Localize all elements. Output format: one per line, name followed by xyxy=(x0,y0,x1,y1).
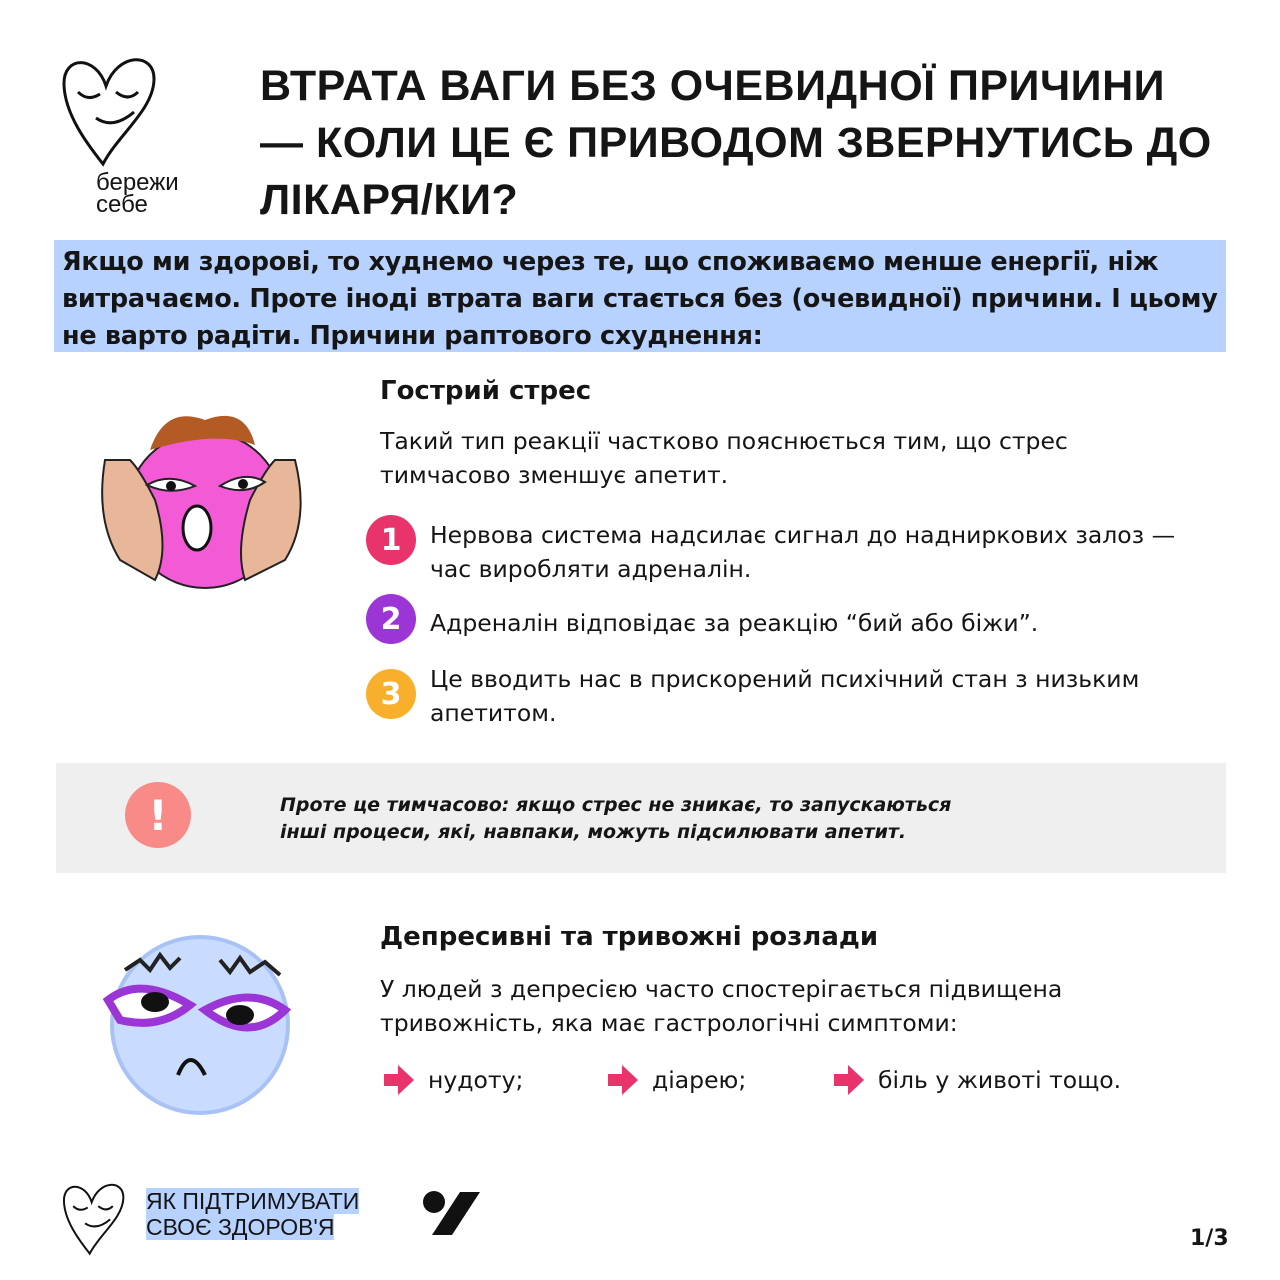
section1-text: Такий тип реакції частково пояснюється тим, що стрес тимчасово зменшує апетит. xyxy=(380,427,1068,489)
intro-text: Якщо ми здорові, то худнемо через те, що споживаємо менше енергії, ніж витрачаємо. Проте іноді втрата ваги стається без (очевидної) причини. І цьому не варто радіти. xyxy=(62,247,1218,351)
partner-logo-icon xyxy=(422,1190,482,1236)
exclamation-icon: ! xyxy=(125,782,191,848)
section1-heading: Гострий стрес xyxy=(380,376,592,406)
heart-logo-icon xyxy=(58,50,158,170)
symptom-text: біль у животі тощо. xyxy=(878,1066,1122,1094)
footer-series-title xyxy=(146,1188,359,1240)
intro-box xyxy=(54,240,1226,352)
intro-bold-tail: Причини раптового схуднення: xyxy=(309,321,763,351)
stressed-face-illustration xyxy=(85,400,320,590)
symptom-text: нудоту; xyxy=(428,1066,524,1094)
arrow-right-icon xyxy=(606,1063,640,1097)
arrow-right-icon xyxy=(832,1063,866,1097)
brand-line2: себе xyxy=(96,191,148,218)
brand-name xyxy=(96,169,179,218)
heart-footer-icon xyxy=(60,1178,126,1258)
step-1-text: Нервова система надсилає сигнал до надниркових залоз — час виробляти адреналін. xyxy=(430,521,1176,583)
symptom-text: діарею; xyxy=(652,1066,747,1094)
step-3-text: Це вводить нас в прискорений психічний стан з низьким апетитом. xyxy=(430,665,1140,727)
page-counter: 1/3 xyxy=(1190,1226,1229,1251)
footer-line2: СВОЄ ЗДОРОВ'Я xyxy=(146,1214,335,1240)
note-text: Проте це тимчасово: якщо стрес не зникає, то запускаються інші процеси, які, навпаки, можуть підсилювати апетит. xyxy=(280,794,952,843)
step-1-badge: 1 xyxy=(366,515,416,565)
arrow-right-icon xyxy=(382,1063,416,1097)
section2-text: У людей з депресією часто спостерігається підвищена тривожність, яка має гастрологічні симптоми: xyxy=(380,975,1063,1037)
footer-line1: ЯК ПІДТРИМУВАТИ xyxy=(146,1188,360,1214)
section2-heading: Депресивні та тривожні розлади xyxy=(380,922,879,952)
symptom-3 xyxy=(832,1063,1121,1097)
step-3-badge: 3 xyxy=(366,669,416,719)
anxious-face-illustration xyxy=(100,930,300,1115)
brand-line1: бережи xyxy=(96,169,179,196)
step-2-badge: 2 xyxy=(366,594,416,644)
symptom-2 xyxy=(606,1063,746,1097)
page-title: ВТРАТА ВАГИ БЕЗ ОЧЕВИДНОЇ ПРИЧИНИ — КОЛИ ЦЕ Є ПРИВОДОМ ЗВЕРНУТИСЬ ДО ЛІКАРЯ/КИ? xyxy=(260,62,1212,224)
symptom-1 xyxy=(382,1063,523,1097)
step-2-text: Адреналін відповідає за реакцію “бий або біжи”. xyxy=(430,609,1039,637)
